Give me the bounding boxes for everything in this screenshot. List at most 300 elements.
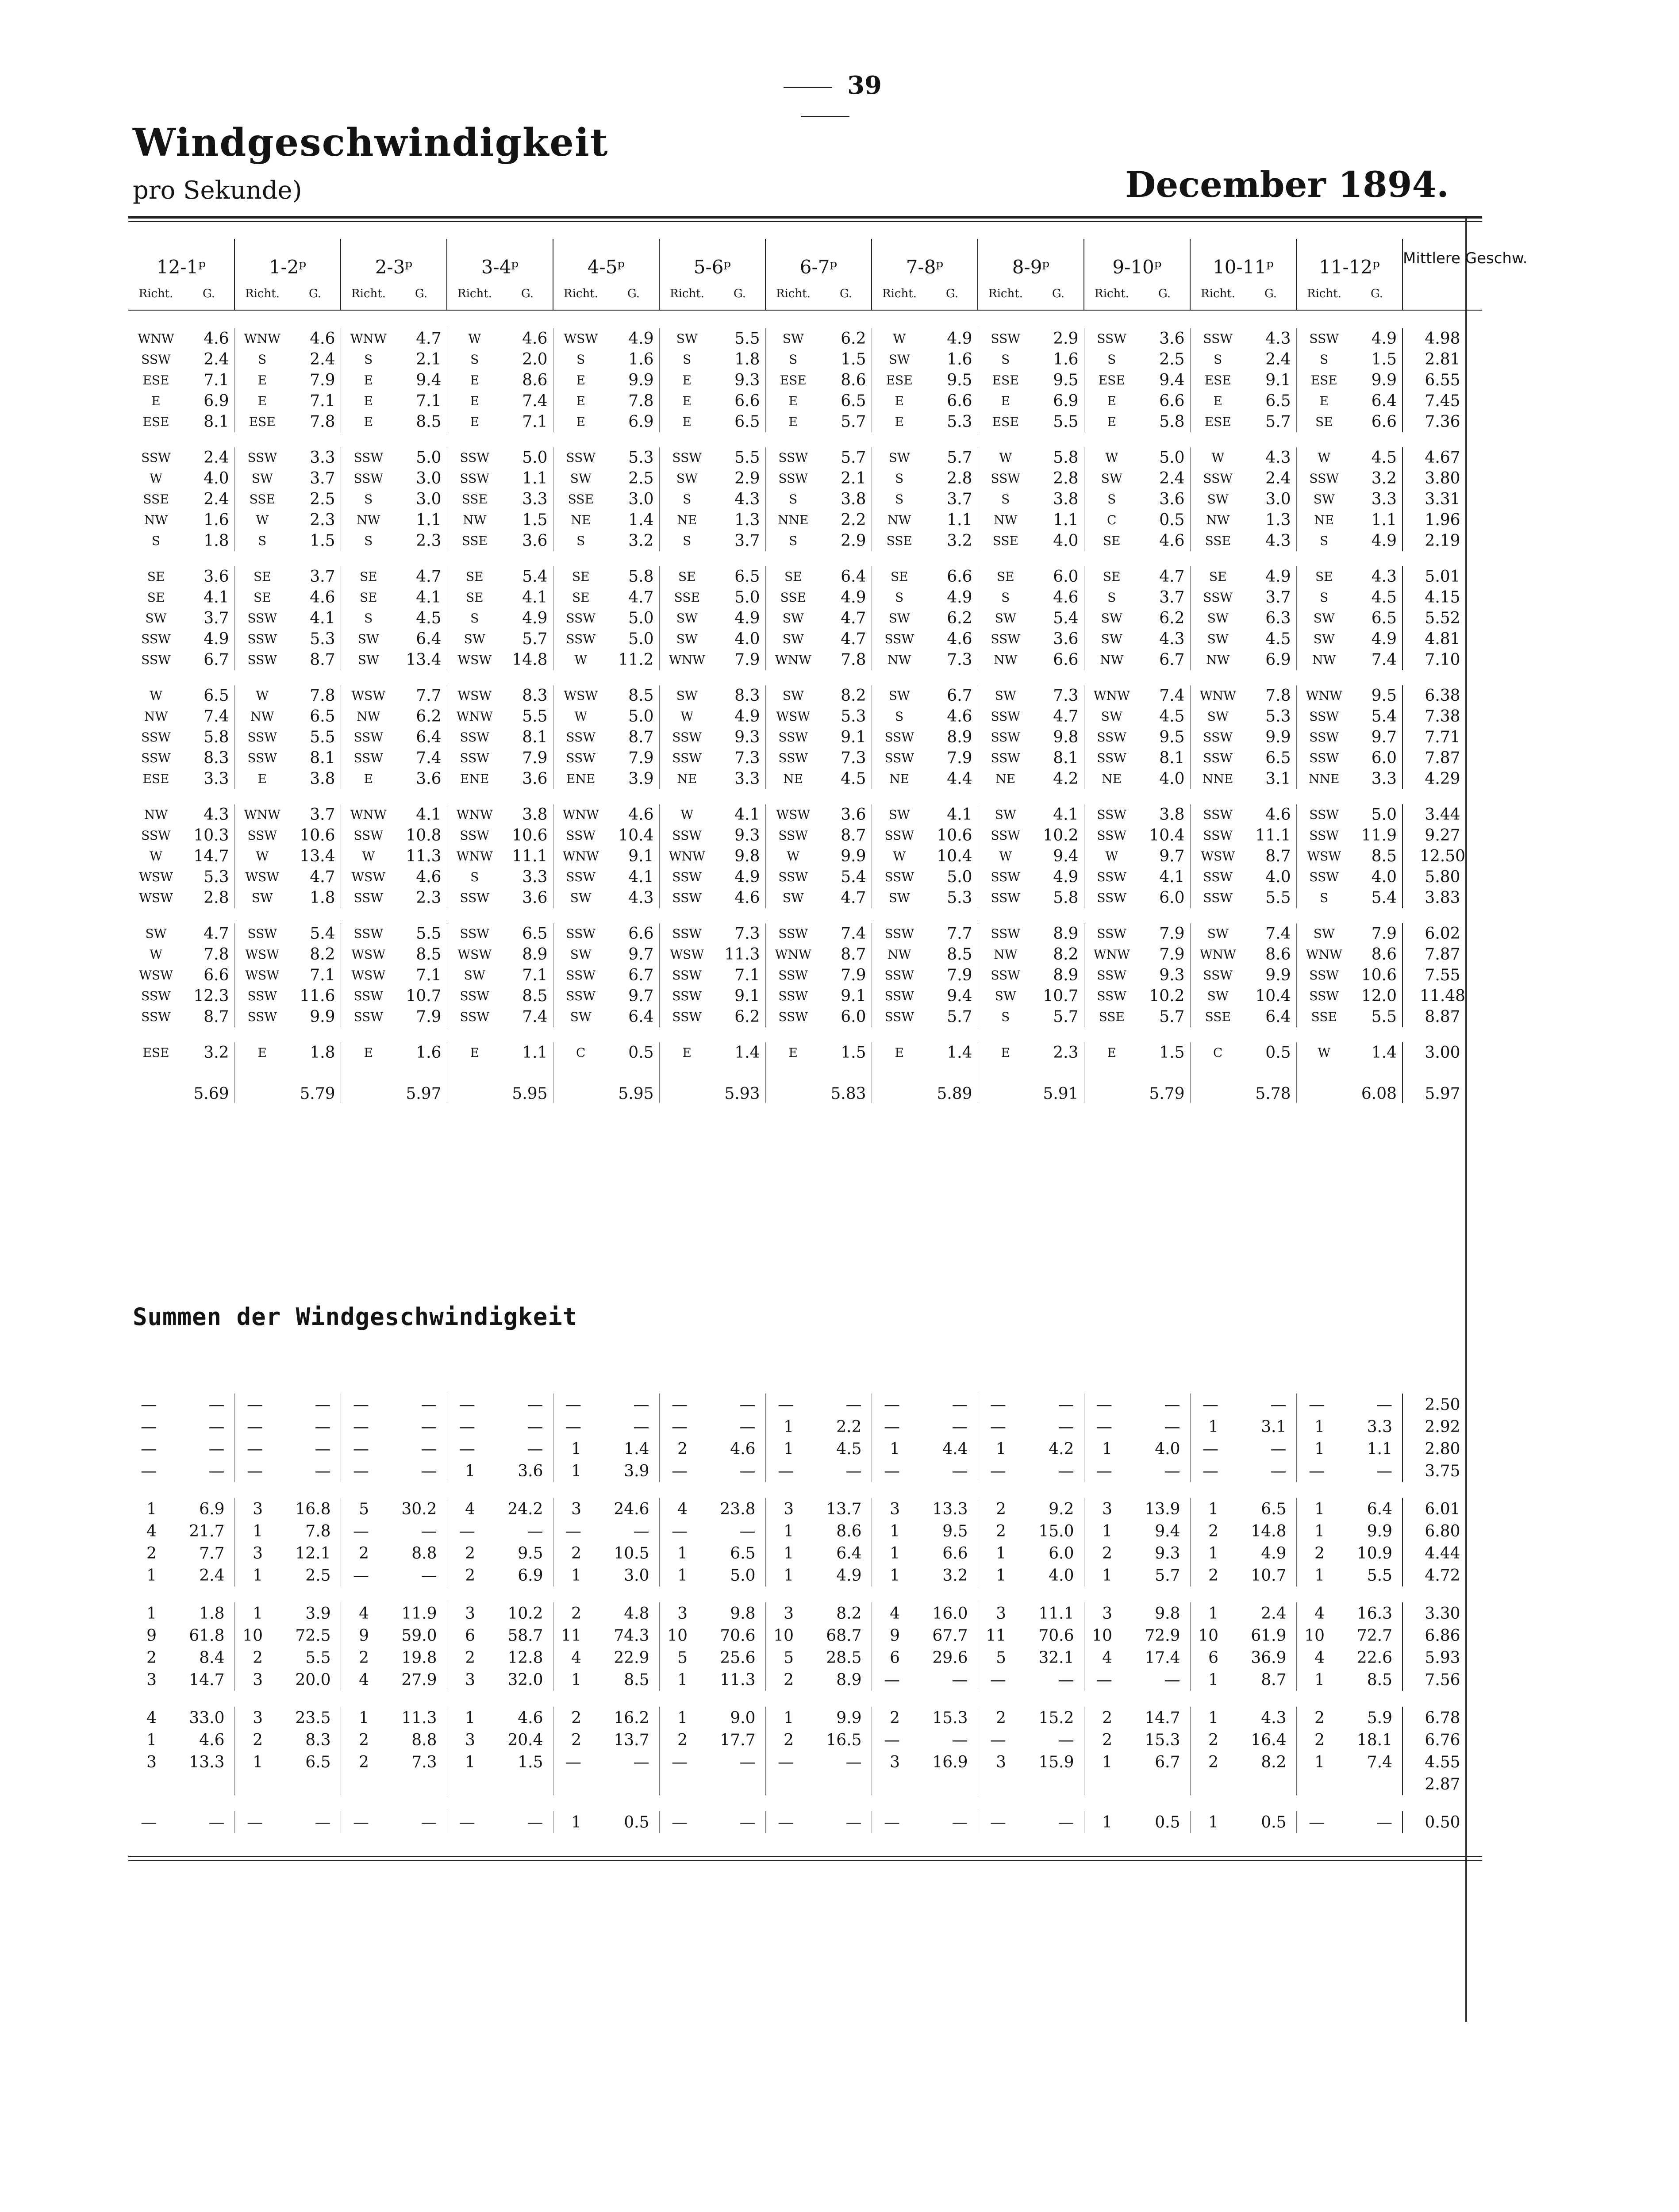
sum-mean: 0.50 (1402, 1811, 1482, 1833)
wind-speed: 10.6 (927, 825, 978, 846)
sum-count: — (459, 1417, 475, 1436)
sub-header-dir: Richt. (341, 278, 396, 310)
sub-header-dir: Richt. (447, 278, 502, 310)
wind-speed: 8.9 (927, 727, 978, 748)
footer-rule (128, 1856, 1482, 1857)
sum-mean: 4.44 (1402, 1542, 1482, 1564)
sum-value: — (265, 1460, 341, 1482)
sum-count: 1 (571, 1813, 581, 1832)
wind-direction: SW (251, 471, 273, 486)
sum-value: 16.0 (903, 1602, 978, 1624)
wind-direction: SSW (884, 870, 914, 884)
sum-value: 74.3 (584, 1624, 659, 1647)
wind-direction: NNE (1203, 772, 1233, 786)
wind-direction: E (788, 415, 798, 429)
wind-speed: 4.9 (715, 867, 765, 887)
wind-speed: 3.0 (396, 489, 447, 510)
wind-speed: 8.7 (184, 1006, 234, 1027)
sum-count: 1 (1208, 1709, 1218, 1727)
spacer (128, 310, 1482, 328)
sum-count: 3 (1102, 1604, 1112, 1623)
day-row (128, 608, 1482, 629)
sum-count: 4 (465, 1500, 475, 1518)
sum-count: 1 (1208, 1671, 1218, 1689)
wind-direction: SSW (247, 611, 277, 626)
wind-direction: ESE (780, 373, 807, 388)
wind-direction: SW (995, 611, 1016, 626)
wind-speed: 10.8 (396, 825, 447, 846)
hour-header: 4-5ᵖ (553, 239, 659, 278)
group-spacer (128, 1691, 1482, 1707)
sum-value: 7.8 (265, 1520, 341, 1542)
sum-value: — (265, 1438, 341, 1460)
wind-direction: NW (144, 709, 168, 724)
wind-speed: 1.6 (1033, 349, 1084, 370)
wind-direction: S (1214, 352, 1222, 367)
wind-direction: NNE (1309, 772, 1340, 786)
wind-direction: ESE (142, 772, 169, 786)
wind-direction: WSW (139, 870, 173, 884)
wind-direction: WSW (1307, 849, 1341, 864)
sub-header-mean (1402, 278, 1482, 310)
sum-value: 4.2 (1009, 1438, 1084, 1460)
wind-direction: E (257, 373, 267, 388)
wind-direction: SW (145, 611, 167, 626)
wind-speed: 7.8 (608, 391, 659, 411)
wind-direction: S (470, 352, 479, 367)
sum-count: 3 (253, 1500, 263, 1518)
sum-value: 6.5 (1221, 1498, 1296, 1520)
wind-speed: 3.2 (184, 1042, 234, 1063)
wind-direction: NW (888, 947, 911, 962)
sum-count: 1 (1314, 1417, 1325, 1436)
wind-speed: 4.5 (1139, 706, 1190, 727)
wind-direction: SE (465, 590, 484, 605)
wind-speed: 4.6 (1139, 530, 1190, 551)
sum-value: — (903, 1669, 978, 1691)
wind-direction: WSW (351, 947, 386, 962)
sum-count: 1 (571, 1566, 581, 1585)
wind-speed: 3.7 (290, 804, 341, 825)
wind-direction: ESE (1204, 415, 1231, 429)
wind-speed: 1.1 (1033, 510, 1084, 530)
wind-direction: SSW (141, 989, 171, 1003)
wind-direction: S (1001, 352, 1010, 367)
hour-mean: 5.69 (184, 1063, 234, 1103)
wind-direction: SSW (1203, 828, 1233, 843)
sum-value: 58.7 (478, 1624, 553, 1647)
sum-count: — (672, 1522, 688, 1540)
sum-value: 11.1 (1009, 1602, 1084, 1624)
wind-direction: NW (357, 513, 380, 527)
wind-direction: ESE (886, 373, 913, 388)
wind-direction: NW (1312, 653, 1336, 667)
wind-speed: 3.6 (502, 768, 553, 789)
wind-speed: 6.5 (502, 923, 553, 944)
sum-value: — (1221, 1438, 1296, 1460)
wind-speed: 3.6 (1033, 629, 1084, 649)
wind-speed: 6.6 (608, 923, 659, 944)
sum-count: — (1309, 1813, 1325, 1832)
wind-direction: SW (888, 688, 910, 703)
daily-mean: 7.55 (1402, 965, 1482, 986)
wind-direction: E (895, 1045, 904, 1060)
wind-direction: SSW (1309, 471, 1339, 486)
sum-count: 1 (359, 1709, 369, 1727)
wind-speed: 6.0 (1139, 887, 1190, 908)
daily-mean: 1.96 (1402, 510, 1482, 530)
wind-direction: SSW (141, 632, 171, 646)
sum-row (128, 1416, 1482, 1438)
wind-speed: 8.9 (1033, 965, 1084, 986)
sum-value: 2.4 (159, 1564, 234, 1586)
sum-count: 2 (1314, 1544, 1325, 1563)
sum-value: 6.6 (903, 1542, 978, 1564)
spacer (1084, 1063, 1139, 1103)
sum-value: 1.8 (159, 1602, 234, 1624)
wind-speed: 7.9 (1139, 944, 1190, 965)
wind-speed: 4.7 (821, 887, 872, 908)
sum-count: — (884, 1731, 900, 1749)
sum-value: 33.0 (159, 1707, 234, 1729)
wind-speed: 5.5 (1352, 1006, 1402, 1027)
wind-direction: SSW (460, 730, 490, 745)
sum-count: 1 (465, 1462, 475, 1480)
sum-count: 2 (359, 1648, 369, 1667)
sum-value: — (1115, 1416, 1190, 1438)
sum-count: 4 (1314, 1604, 1325, 1623)
sum-count: 2 (465, 1566, 475, 1585)
wind-speed: 5.5 (1033, 411, 1084, 432)
wind-direction: SSW (1097, 331, 1127, 346)
sum-value: 23.8 (690, 1498, 765, 1520)
wind-speed: 10.3 (184, 825, 234, 846)
sum-count: 4 (1102, 1648, 1112, 1667)
sum-count: 1 (784, 1566, 794, 1585)
sum-value: 4.0 (1115, 1438, 1190, 1460)
wind-speed: 2.4 (184, 489, 234, 510)
wind-direction: SSW (1203, 471, 1233, 486)
sum-row (128, 1438, 1482, 1460)
wind-direction: SW (357, 653, 379, 667)
wind-direction: SW (888, 450, 910, 465)
sum-count: — (884, 1671, 900, 1689)
wind-speed: 5.8 (1139, 411, 1190, 432)
wind-direction: SSW (778, 968, 808, 983)
wind-direction: E (257, 772, 267, 786)
sub-header-val: G. (290, 278, 341, 310)
wind-direction: SSW (566, 730, 596, 745)
wind-speed: 7.1 (184, 370, 234, 391)
wind-speed: 8.1 (184, 411, 234, 432)
wind-direction: E (1107, 1045, 1116, 1060)
wind-direction: E (1107, 415, 1116, 429)
sum-count: 1 (677, 1671, 688, 1689)
daily-mean: 6.02 (1402, 923, 1482, 944)
sum-value: 72.9 (1115, 1624, 1190, 1647)
wind-direction: WSW (139, 891, 173, 905)
wind-direction: W (362, 849, 375, 864)
wind-speed: 10.7 (396, 986, 447, 1006)
wind-direction: SW (1101, 632, 1122, 646)
hour-mean: 5.79 (290, 1063, 341, 1103)
mean-header: Mittlere Geschw. (1402, 239, 1482, 278)
wind-speed: 3.2 (608, 530, 659, 551)
wind-speed: 4.1 (608, 867, 659, 887)
wind-speed: 5.0 (715, 587, 765, 608)
wind-direction: SSW (1203, 751, 1233, 765)
sum-count: — (565, 1753, 581, 1771)
wind-speed: 2.9 (821, 530, 872, 551)
sum-value: 16.2 (584, 1707, 659, 1729)
sum-value (1009, 1773, 1084, 1795)
sum-value: — (1009, 1460, 1084, 1482)
sum-count: 6 (890, 1648, 900, 1667)
wind-direction: SSW (566, 870, 596, 884)
wind-direction: WSW (670, 947, 704, 962)
spacer (128, 1691, 1482, 1707)
sum-count: 10 (242, 1626, 263, 1645)
sum-count: 2 (1208, 1566, 1218, 1585)
sum-value: 8.5 (584, 1669, 659, 1691)
sum-count: — (247, 1462, 263, 1480)
wind-direction: W (256, 513, 269, 527)
wind-direction: SSW (141, 450, 171, 465)
wind-direction: SW (995, 688, 1016, 703)
wind-direction: E (576, 373, 585, 388)
wind-direction: S (895, 590, 904, 605)
wind-speed: 7.3 (715, 923, 765, 944)
wind-direction: SSW (672, 730, 702, 745)
sum-value: 8.8 (372, 1542, 447, 1564)
sum-mean: 4.55 (1402, 1751, 1482, 1773)
wind-speed: 1.5 (1139, 1042, 1190, 1063)
sum-row (128, 1811, 1482, 1833)
wind-direction: SSW (1097, 989, 1127, 1003)
wind-speed: 1.4 (1352, 1042, 1402, 1063)
wind-direction: WSW (457, 947, 492, 962)
wind-speed: 5.3 (184, 867, 234, 887)
daily-mean: 3.83 (1402, 887, 1482, 908)
sum-count (447, 1773, 478, 1795)
hour-mean: 5.95 (608, 1063, 659, 1103)
day-row (128, 944, 1482, 965)
wind-speed: 4.7 (290, 867, 341, 887)
wind-direction: ESE (1204, 373, 1231, 388)
wind-speed: 9.3 (715, 825, 765, 846)
sum-value: — (1009, 1394, 1084, 1416)
page-title: Windgeschwindigkeit (133, 120, 609, 165)
wind-speed: 4.1 (184, 587, 234, 608)
wind-speed: 2.1 (396, 349, 447, 370)
sum-value: 17.7 (690, 1729, 765, 1751)
daily-mean: 4.29 (1402, 768, 1482, 789)
wind-direction: SSW (672, 870, 702, 884)
wind-direction: E (1001, 1045, 1010, 1060)
wind-speed: 4.9 (608, 328, 659, 349)
sum-value: — (690, 1751, 765, 1773)
sum-count: 1 (1102, 1522, 1112, 1540)
wind-direction: SSW (566, 450, 596, 465)
sum-count: 1 (1314, 1671, 1325, 1689)
sum-count: 1 (890, 1440, 900, 1458)
wind-speed: 4.1 (1139, 867, 1190, 887)
hour-mean: 5.91 (1033, 1063, 1084, 1103)
wind-direction: SSW (353, 471, 384, 486)
wind-direction: SSW (1203, 891, 1233, 905)
wind-direction: E (682, 394, 692, 408)
wind-speed: 3.3 (502, 867, 553, 887)
wind-direction: SSW (1309, 709, 1339, 724)
wind-direction: SSW (247, 989, 277, 1003)
wind-speed: 5.5 (396, 923, 447, 944)
sum-value: 13.9 (1115, 1498, 1190, 1520)
wind-direction: E (364, 1045, 373, 1060)
wind-speed: 3.3 (1352, 489, 1402, 510)
sum-row (128, 1773, 1482, 1795)
wind-speed: 6.4 (1245, 1006, 1296, 1027)
daily-mean: 4.67 (1402, 447, 1482, 468)
wind-direction: SSW (778, 730, 808, 745)
daily-mean: 5.52 (1402, 608, 1482, 629)
sum-count: — (247, 1813, 263, 1832)
sum-value: 8.3 (265, 1729, 341, 1751)
sum-row (128, 1542, 1482, 1564)
wind-speed: 3.7 (1245, 587, 1296, 608)
wind-direction: SSW (566, 926, 596, 941)
wind-direction: WNW (456, 849, 493, 864)
wind-direction: SSW (141, 828, 171, 843)
sum-value: — (1115, 1394, 1190, 1416)
group-spacer (128, 1482, 1482, 1498)
wind-speed: 3.3 (502, 489, 553, 510)
sum-value: 7.7 (159, 1542, 234, 1564)
sum-count: 3 (996, 1604, 1006, 1623)
sum-count: 2 (1102, 1544, 1112, 1563)
wind-speed: 8.5 (502, 986, 553, 1006)
sum-count: 1 (784, 1440, 794, 1458)
wind-speed: 8.7 (290, 649, 341, 670)
wind-speed: 4.1 (715, 804, 765, 825)
sum-value: 9.2 (1009, 1498, 1084, 1520)
wind-direction: SSW (884, 730, 914, 745)
sum-value: 3.6 (478, 1460, 553, 1482)
wind-direction: SSW (991, 870, 1021, 884)
wind-direction: SW (782, 611, 804, 626)
wind-direction: ESE (142, 373, 169, 388)
sum-count: 1 (996, 1440, 1006, 1458)
sub-header-dir: Richt. (1190, 278, 1245, 310)
wind-speed: 9.7 (1139, 846, 1190, 867)
sum-value: 9.3 (1115, 1542, 1190, 1564)
sum-count: 2 (146, 1544, 157, 1563)
wind-speed: 5.7 (927, 1006, 978, 1027)
wind-speed: 4.1 (396, 587, 447, 608)
wind-direction: WSW (564, 688, 598, 703)
wind-direction: SSW (353, 828, 384, 843)
wind-speed: 13.4 (290, 846, 341, 867)
wind-direction: SSW (1097, 870, 1127, 884)
hour-header: 11-12ᵖ (1296, 239, 1402, 278)
sum-value: 2.4 (1221, 1602, 1296, 1624)
wind-direction: SW (888, 891, 910, 905)
sum-value (1115, 1773, 1190, 1795)
wind-direction: SSW (566, 751, 596, 765)
wind-direction: SSW (1203, 331, 1233, 346)
wind-speed: 4.3 (1245, 328, 1296, 349)
sum-count: — (353, 1417, 369, 1436)
wind-speed: 2.8 (184, 887, 234, 908)
wind-speed: 2.3 (1033, 1042, 1084, 1063)
daily-mean: 5.80 (1402, 867, 1482, 887)
wind-direction: W (150, 947, 162, 962)
sum-count: 3 (465, 1731, 475, 1749)
hour-mean: 5.89 (927, 1063, 978, 1103)
daily-mean: 2.19 (1402, 530, 1482, 551)
wind-direction: SW (782, 891, 804, 905)
sum-count: 2 (996, 1709, 1006, 1727)
sum-value: — (159, 1438, 234, 1460)
wind-speed: 11.1 (502, 846, 553, 867)
sum-count: 10 (1198, 1626, 1218, 1645)
sum-value: — (1327, 1811, 1402, 1833)
wind-direction: WSW (245, 968, 280, 983)
wind-direction: SSW (884, 632, 914, 646)
wind-direction: WNW (138, 331, 174, 346)
wind-direction: SE (147, 590, 165, 605)
sum-count: 1 (253, 1566, 263, 1585)
sum-value: — (584, 1394, 659, 1416)
wind-speed: 7.3 (1033, 685, 1084, 706)
spacer (128, 908, 1482, 923)
wind-speed: 7.8 (184, 944, 234, 965)
wind-direction: SSW (778, 870, 808, 884)
spacer (128, 1586, 1482, 1602)
wind-speed: 5.0 (1139, 447, 1190, 468)
wind-speed: 12.0 (1352, 986, 1402, 1006)
wind-direction: WNW (1093, 688, 1130, 703)
sum-value: 10.7 (1221, 1564, 1296, 1586)
hour-header: 8-9ᵖ (978, 239, 1084, 278)
wind-direction: SE (359, 569, 377, 584)
wind-direction: S (470, 870, 479, 884)
sum-value: — (796, 1460, 872, 1482)
sum-count: 4 (359, 1604, 369, 1623)
wind-direction: SSE (674, 590, 700, 605)
wind-direction: ESE (992, 373, 1019, 388)
wind-speed: 4.5 (1352, 447, 1402, 468)
sum-value: — (584, 1416, 659, 1438)
wind-speed: 5.0 (927, 867, 978, 887)
wind-direction: SSW (460, 450, 490, 465)
sum-count (872, 1773, 903, 1795)
wind-direction: SW (782, 632, 804, 646)
wind-direction: WSW (776, 709, 811, 724)
sum-value: 10.5 (584, 1542, 659, 1564)
sum-value: — (265, 1394, 341, 1416)
wind-speed: 11.3 (715, 944, 765, 965)
wind-speed: 14.7 (184, 846, 234, 867)
wind-direction: S (364, 492, 373, 507)
wind-speed: 6.9 (1245, 649, 1296, 670)
sum-value: 9.0 (690, 1707, 765, 1729)
wind-direction: SE (1315, 569, 1333, 584)
sub-header-dir: Richt. (1296, 278, 1352, 310)
overall-mean: 5.97 (1402, 1063, 1482, 1103)
sums-title: Summen der Windgeschwindigkeit (133, 1303, 578, 1331)
sum-count: — (565, 1417, 581, 1436)
wind-speed: 10.2 (1033, 825, 1084, 846)
